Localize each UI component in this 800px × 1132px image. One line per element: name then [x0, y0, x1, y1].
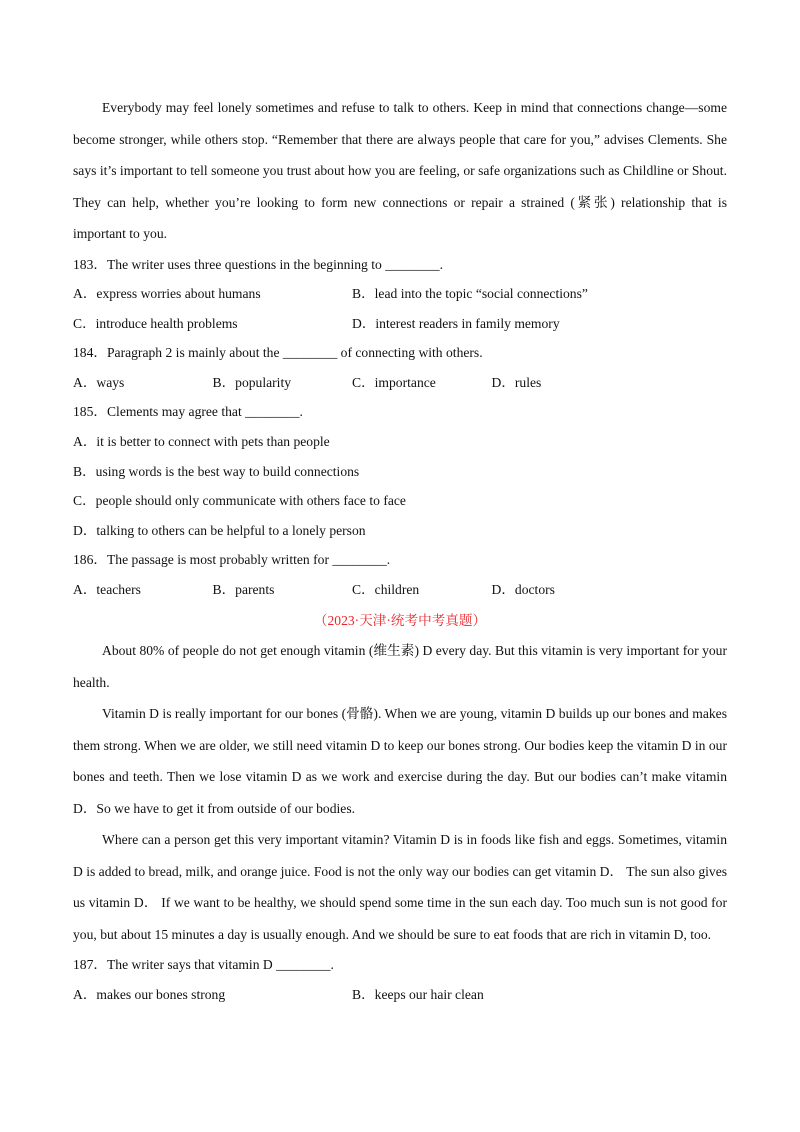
option-b[interactable]: B．keeps our hair clean	[352, 986, 484, 1002]
question-stem: 187．The writer says that vitamin D ________.	[73, 957, 334, 973]
question-185	[73, 397, 727, 545]
option-a[interactable]: A．express worries about humans	[73, 286, 261, 302]
option-d[interactable]: D．interest readers in family memory	[352, 315, 560, 331]
option-a[interactable]: A．makes our bones strong	[73, 986, 226, 1002]
question-187	[73, 950, 727, 1009]
passage1-paragraph: Everybody may feel lonely sometimes and refuse to talk to others. Keep in mind that connections change—some become stronger, while others stop. “Remember that there are always people that care for you,” advises Clements. She says it’s important to tell someone you trust about how you are feeling, or safe organizations such as Childline or Shout. They can help, whether you’re looking to form new connections or repair a strained (紧张) relationship that is important to you.	[73, 100, 727, 241]
option-d[interactable]: D．doctors	[491, 582, 555, 598]
option-c[interactable]: C．people should only communicate with others face to face	[73, 493, 406, 509]
question-stem: 185．Clements may agree that ________.	[73, 404, 303, 420]
option-b[interactable]: B．lead into the topic “social connections”	[352, 286, 588, 302]
option-b[interactable]: B．parents	[212, 582, 275, 598]
option-c[interactable]: C．children	[352, 582, 420, 598]
option-b[interactable]: B．popularity	[212, 374, 292, 390]
question-183	[73, 250, 727, 339]
option-c[interactable]: C．introduce health problems	[73, 315, 238, 331]
question-186	[73, 545, 727, 604]
option-a[interactable]: A．ways	[73, 374, 125, 390]
passage2-paragraph-2: Vitamin D is really important for our bones (骨骼). When we are young, vitamin D builds up our bones and makes them strong. When we are older, we still need vitamin D to keep our bones strong. Our bodies keep the vitamin D in our bones and teeth. Then we lose vitamin D as we work and exercise during the day. But our bodies can’t make vitamin D．So we have to get it from outside of our bodies.	[73, 706, 727, 816]
passage2-paragraph-3: Where can a person get this very important vitamin? Vitamin D is in foods like fish and eggs. Sometimes, vitamin D is added to bread, milk, and orange juice. Food is not the only way our bodies can get vitamin D． The sun also gives us vitamin D． If we want to be healthy, we should spend some time in the sun each day. Too much sun is not good for you, but about 15 minutes a day is usually enough. And we should be sure to eat foods that are rich in vitamin D, too.	[73, 832, 728, 942]
question-stem: 183．The writer uses three questions in the beginning to ________.	[73, 256, 443, 272]
question-stem: 186．The passage is most probably written for ________.	[73, 552, 391, 568]
question-stem: 184．Paragraph 2 is mainly about the ________ of connecting with others.	[73, 345, 483, 361]
exam-page	[73, 92, 727, 1009]
option-c[interactable]: C．importance	[352, 374, 436, 390]
option-b[interactable]: B．using words is the best way to build connections	[73, 463, 360, 479]
option-a[interactable]: A．it is better to connect with pets than people	[73, 434, 330, 450]
option-d[interactable]: D．rules	[491, 374, 542, 390]
source-label: （2023·天津·统考中考真题）	[313, 612, 487, 628]
passage2-paragraph-1: About 80% of people do not get enough vitamin (维生素) D every day. But this vitamin is very important for your health.	[73, 643, 727, 690]
option-d[interactable]: D．talking to others can be helpful to a lonely person	[73, 522, 366, 538]
option-a[interactable]: A．teachers	[73, 582, 141, 598]
question-184	[73, 338, 727, 397]
